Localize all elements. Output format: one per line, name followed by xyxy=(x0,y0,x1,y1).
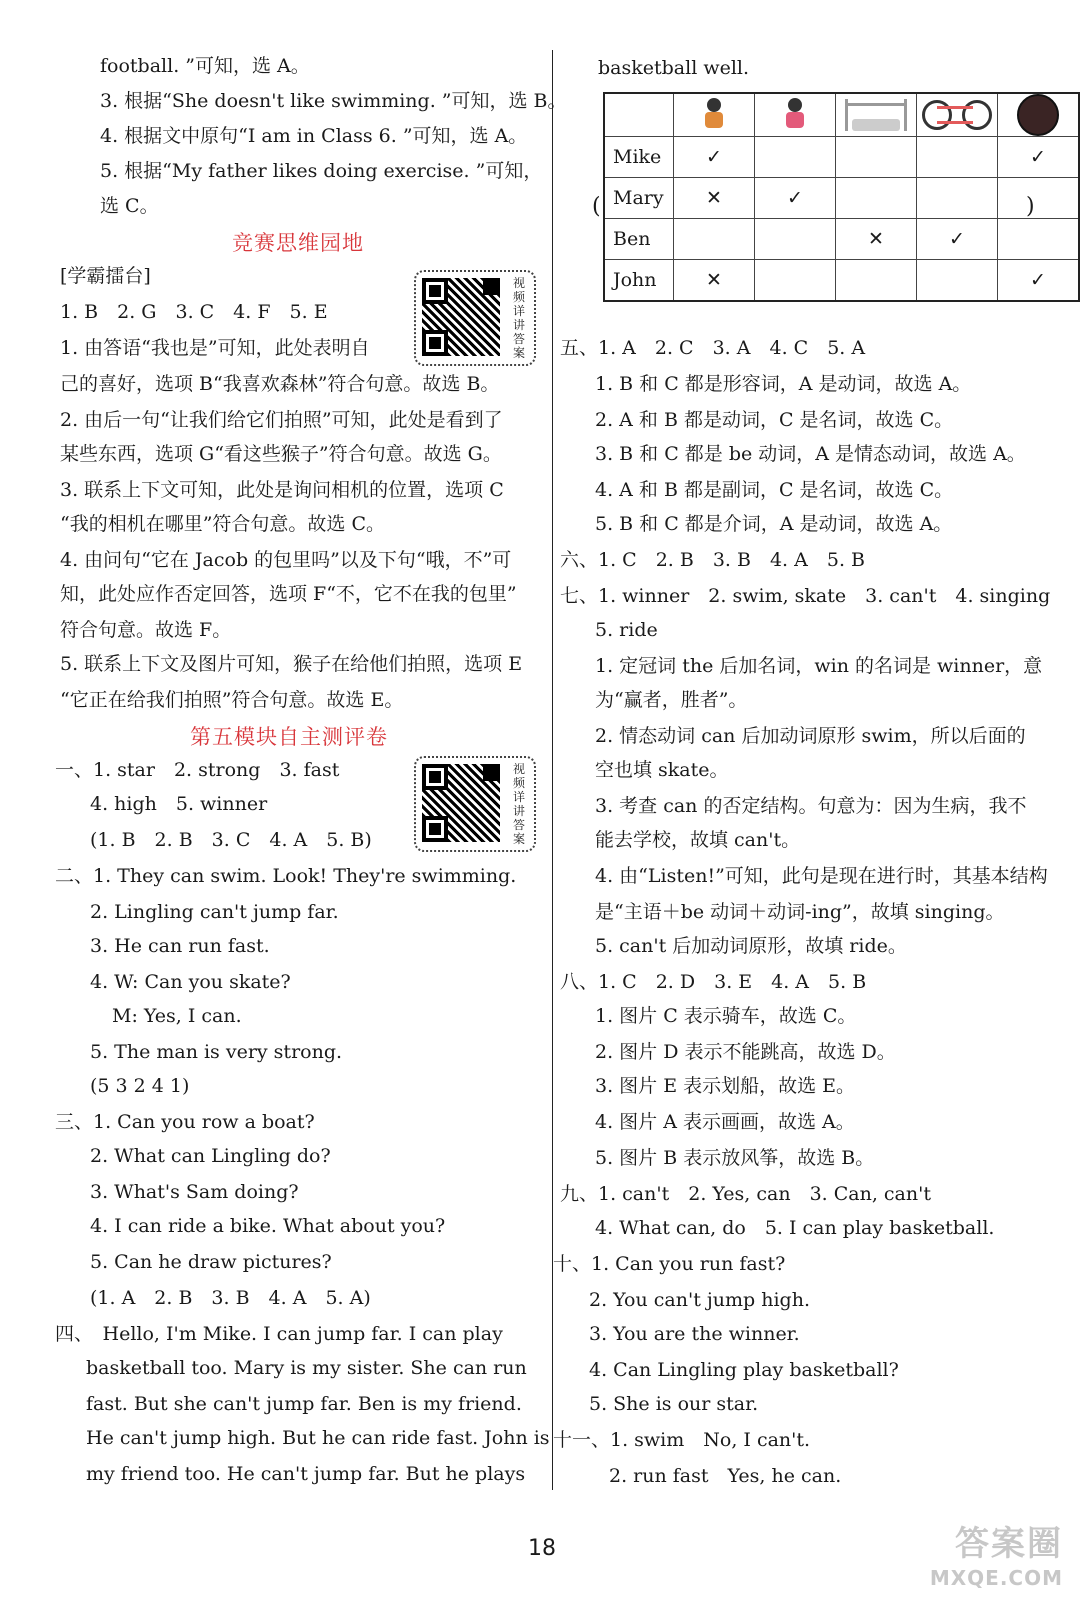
text-line: 5. 联系上下文及图片可知，猴子在给他们拍照，选项 E xyxy=(60,653,523,675)
header-blank xyxy=(604,93,674,137)
watermark-text: 答案圈 xyxy=(955,1524,1063,1564)
table-cell: ✓ xyxy=(998,137,1080,178)
text-line: basketball well. xyxy=(598,57,750,79)
table-cell xyxy=(998,178,1080,219)
answer-line: 十、1. Can you run fast? xyxy=(553,1253,786,1275)
table-cell xyxy=(755,137,836,178)
table-cell: ✓ xyxy=(755,178,836,219)
header-run-fast-icon xyxy=(755,93,836,137)
qr-caption: 视频详讲答案 xyxy=(512,276,525,360)
answer-line: 5. Can he draw pictures? xyxy=(90,1251,332,1273)
passage-line: basketball too. Mary is my sister. She can run xyxy=(86,1357,527,1379)
text-line: “我的相机在哪里”符合句意。故选 C。 xyxy=(60,513,386,535)
row-name: John xyxy=(604,260,674,302)
table-cell: ✓ xyxy=(917,219,998,260)
text-line: 选 C。 xyxy=(100,195,159,217)
row-name: Mary xyxy=(604,178,674,219)
text-line: “它正在给我们拍照”符合句意。故选 E。 xyxy=(60,689,404,711)
section-heading: 竞赛思维园地 xyxy=(232,231,364,255)
text-line: 3. B 和 C 都是 be 动词，A 是情态动词，故选 A。 xyxy=(595,443,1026,465)
text-line: 2. 情态动词 can 后加动词原形 swim，所以后面的 xyxy=(595,725,1026,747)
text-line: 1. 定冠词 the 后加名词，win 的名词是 winner，意 xyxy=(595,655,1043,677)
text-line: 符合句意。故选 F。 xyxy=(60,619,232,641)
text-line: 知，此处应作否定回答，选项 F“不，它不在我的包里” xyxy=(60,583,517,605)
answer-line: 2. Lingling can't jump far. xyxy=(90,901,339,923)
answer-line: 4. Can Lingling play basketball? xyxy=(589,1359,899,1381)
text-line: 5. 图片 B 表示放风筝，故选 B。 xyxy=(595,1147,875,1169)
answer-line: 4. What can, do 5. I can play basketball. xyxy=(595,1217,995,1239)
text-line: 4. 图片 A 表示画画，故选 A。 xyxy=(595,1111,855,1133)
activity-table xyxy=(603,92,1080,302)
answer-line: 3. What's Sam doing? xyxy=(90,1181,299,1203)
answer-line: 5. The man is very strong. xyxy=(90,1041,343,1063)
qr-code[interactable] xyxy=(414,270,536,366)
answer-line: 2. run fast Yes, he can. xyxy=(609,1465,842,1487)
text-line: 2. 由后一句“让我们给它们拍照”可知，此处是看到了 xyxy=(60,409,503,431)
answer-line: 4. I can ride a bike. What about you? xyxy=(90,1215,446,1237)
text-line: 3. 图片 E 表示划船，故选 E。 xyxy=(595,1075,856,1097)
section-heading: 第五模块自主测评卷 xyxy=(190,725,388,749)
table-cell: ✕ xyxy=(674,178,755,219)
row-name: Ben xyxy=(604,219,674,260)
passage-line: my friend too. He can't jump far. But he plays xyxy=(86,1463,526,1485)
answer-line: M: Yes, I can. xyxy=(112,1005,242,1027)
table-cell xyxy=(917,260,998,302)
table-cell xyxy=(674,219,755,260)
answer-line: 二、1. They can swim. Look! They're swimming. xyxy=(55,865,517,887)
table-row xyxy=(604,260,1079,302)
answer-line: (1. B 2. B 3. C 4. A 5. B) xyxy=(90,829,372,851)
watermark-url: MXQE.COM xyxy=(929,1566,1063,1590)
passage-line: He can't jump high. But he can ride fast. John is xyxy=(86,1427,550,1449)
answer-line: 十一、1. swim No, I can't. xyxy=(553,1429,811,1451)
answer-line: 六、1. C 2. B 3. B 4. A 5. B xyxy=(560,549,865,571)
text-line: 为“赢者，胜者”。 xyxy=(595,689,748,711)
answer-line: 3. You are the winner. xyxy=(589,1323,800,1345)
table-row xyxy=(604,178,1079,219)
text-line: 是“主语＋be 动词＋动词-ing”，故填 singing。 xyxy=(595,901,1005,923)
table-row xyxy=(604,137,1079,178)
text-line: 空也填 skate。 xyxy=(595,759,729,781)
text-line: 4. A 和 B 都是副词，C 是名词，故选 C。 xyxy=(595,479,954,501)
table-cell xyxy=(998,219,1080,260)
table-cell xyxy=(755,219,836,260)
text-line: 己的喜好，选项 B“我喜欢森林”符合句意。故选 B。 xyxy=(60,373,500,395)
paren-close: ) xyxy=(1026,194,1035,219)
table-cell xyxy=(755,260,836,302)
text-line: football. ”可知，选 A。 xyxy=(100,55,310,77)
text-line: 1. B 和 C 都是形容词，A 是动词，故选 A。 xyxy=(595,373,972,395)
table-cell: ✓ xyxy=(998,260,1080,302)
table-cell: ✕ xyxy=(674,260,755,302)
text-line: 2. A 和 B 都是动词，C 是名词，故选 C。 xyxy=(595,409,954,431)
table-cell xyxy=(836,137,917,178)
row-name: Mike xyxy=(604,137,674,178)
answer-line: 5. ride xyxy=(595,619,658,641)
page-number: 18 xyxy=(528,1536,556,1561)
text-line: 能去学校，故填 can't。 xyxy=(595,829,801,851)
table-cell: ✕ xyxy=(836,219,917,260)
table-cell xyxy=(917,137,998,178)
text-line: 5. 根据“My father likes doing exercise. ”可知， xyxy=(100,160,543,182)
answer-line: 4. W: Can you skate? xyxy=(90,971,291,993)
text-line: 2. 图片 D 表示不能跳高，故选 D。 xyxy=(595,1041,896,1063)
text-line: 3. 根据“She doesn't like swimming. ”可知，选 B。 xyxy=(100,90,567,112)
answer-line: 八、1. C 2. D 3. E 4. A 5. B xyxy=(560,971,867,993)
answer-line: 5. She is our star. xyxy=(589,1393,759,1415)
table-cell xyxy=(917,178,998,219)
header-high-jump-icon xyxy=(836,93,917,137)
answer-line: 2. You can't jump high. xyxy=(589,1289,810,1311)
table-cell: ✓ xyxy=(674,137,755,178)
text-line: 3. 联系上下文可知，此处是询问相机的位置，选项 C xyxy=(60,479,504,501)
text-line: 4. 由问句“它在 Jacob 的包里吗”以及下句“哦，不”可 xyxy=(60,549,512,571)
answer-line: 1. B 2. G 3. C 4. F 5. E xyxy=(60,301,328,323)
text-line: [学霸擂台] xyxy=(60,265,151,287)
text-line: 3. 考查 can 的否定结构。句意为：因为生病，我不 xyxy=(595,795,1027,817)
table-cell xyxy=(836,178,917,219)
table-row xyxy=(604,219,1079,260)
header-bike-icon xyxy=(917,93,998,137)
text-line: 4. 由“Listen!”可知，此句是现在进行时，其基本结构 xyxy=(595,865,1048,887)
text-line: 4. 根据文中原句“I am in Class 6. ”可知，选 A。 xyxy=(100,125,528,147)
answer-line: 七、1. winner 2. swim, skate 3. can't 4. singing xyxy=(560,585,1051,607)
answer-line: 三、1. Can you row a boat? xyxy=(55,1111,315,1133)
text-line: 5. can't 后加动词原形，故填 ride。 xyxy=(595,935,907,957)
qr-code[interactable] xyxy=(414,756,536,852)
table-cell xyxy=(836,260,917,302)
text-line: 某些东西，选项 G“看这些猴子”符合句意。故选 G。 xyxy=(60,443,502,465)
header-basketball-icon xyxy=(998,93,1080,137)
answer-line: 一、1. star 2. strong 3. fast xyxy=(55,759,340,781)
text-line: 1. 图片 C 表示骑车，故选 C。 xyxy=(595,1005,857,1027)
text-line: 5. B 和 C 都是介词，A 是动词，故选 A。 xyxy=(595,513,953,535)
answer-line: 2. What can Lingling do? xyxy=(90,1145,331,1167)
paren-open: ( xyxy=(592,194,601,219)
answer-line: (5 3 2 4 1) xyxy=(90,1075,190,1097)
header-jump-far-icon xyxy=(674,93,755,137)
qr-caption: 视频详讲答案 xyxy=(512,762,525,846)
answer-line: 4. high 5. winner xyxy=(90,793,268,815)
text-line: 1. 由答语“我也是”可知，此处表明自 xyxy=(60,337,370,359)
answer-line: 3. He can run fast. xyxy=(90,935,270,957)
passage-line: fast. But she can't jump far. Ben is my friend. xyxy=(86,1393,522,1415)
passage-line: 四、 Hello, I'm Mike. I can jump far. I can play xyxy=(55,1323,503,1345)
watermark-logo xyxy=(921,1512,1071,1594)
answer-line: 五、1. A 2. C 3. A 4. C 5. A xyxy=(560,337,866,359)
qr-code-image xyxy=(422,278,500,356)
qr-code-image xyxy=(422,764,500,842)
answer-line: (1. A 2. B 3. B 4. A 5. A) xyxy=(90,1287,371,1309)
table-header-row xyxy=(604,93,1079,137)
answer-line: 九、1. can't 2. Yes, can 3. Can, can't xyxy=(560,1183,931,1205)
